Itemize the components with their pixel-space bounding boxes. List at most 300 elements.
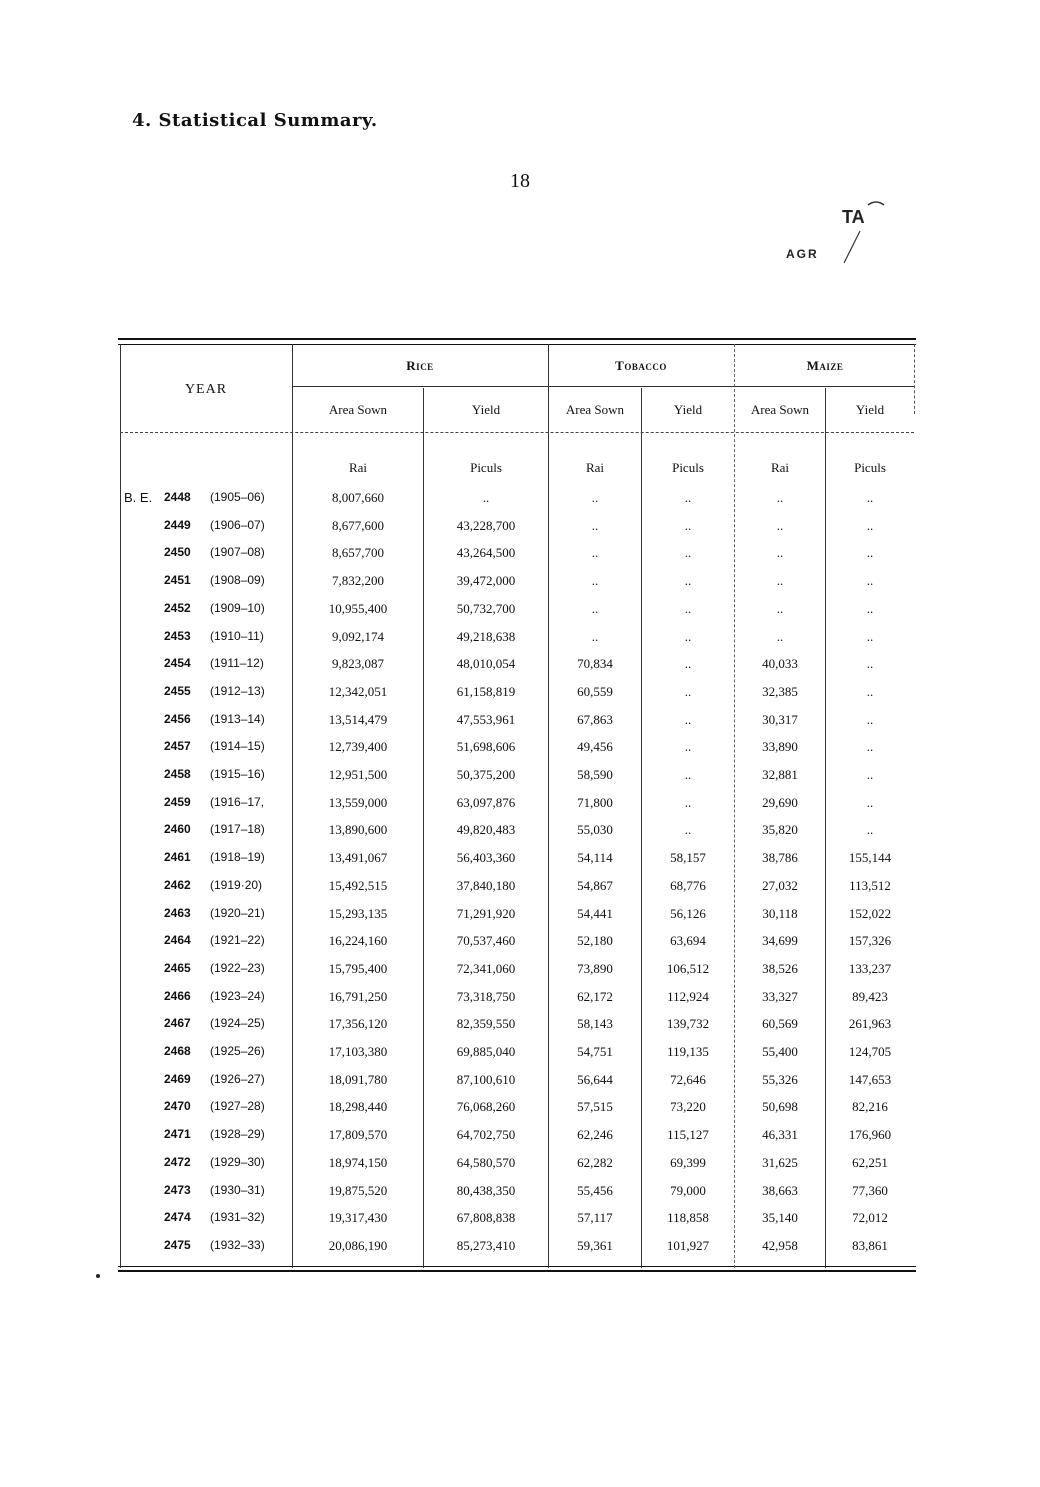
tobacco-yield-value: 69,399 — [670, 1154, 706, 1170]
tobacco-yield-value: 106,512 — [666, 960, 710, 976]
maize-yield-value: 77,360 — [852, 1182, 888, 1198]
era-prefix — [124, 1010, 158, 1037]
era-prefix — [124, 872, 158, 899]
table-row — [118, 927, 916, 954]
maize-area-value: .. — [776, 600, 784, 616]
table-row — [118, 512, 916, 539]
rice-yield-value: 56,403,360 — [456, 850, 516, 866]
tobacco-yield-value: .. — [684, 628, 692, 644]
table-top-rule-inner — [118, 344, 916, 345]
era-prefix — [124, 733, 158, 760]
table-row — [118, 1093, 916, 1120]
rice-header: Rice — [406, 358, 434, 373]
common-era-years: (1931–32) — [210, 1210, 265, 1225]
common-era-years: (1928–29) — [210, 1127, 265, 1142]
era-prefix — [124, 1177, 158, 1204]
table-row — [118, 706, 916, 733]
rice-yield-value: 72,341,060 — [456, 960, 516, 976]
table-row — [118, 623, 916, 650]
tobacco-area-value: 52,180 — [577, 933, 613, 949]
buddhist-era-year: 2451 — [164, 573, 191, 588]
tobacco-area-value: 59,361 — [577, 1237, 613, 1253]
library-stamp — [780, 195, 890, 275]
tobacco-yield-value: .. — [684, 739, 692, 755]
tobacco-yield-header: Yield — [673, 402, 703, 417]
maize-yield-value: 83,861 — [852, 1237, 888, 1253]
maize-yield-value: .. — [866, 822, 874, 838]
common-era-years: (1916–17, — [210, 794, 265, 809]
maize-area-value: 40,033 — [762, 656, 798, 672]
buddhist-era-year: 2462 — [164, 877, 191, 892]
tobacco-area-value: 70,834 — [577, 656, 613, 672]
maize-area-value: 30,317 — [762, 711, 798, 727]
common-era-years: (1925–26) — [210, 1044, 265, 1058]
rice-area-value: 17,809,570 — [328, 1127, 388, 1143]
tobacco-area-value: 56,644 — [577, 1071, 613, 1087]
era-prefix — [124, 844, 158, 871]
table-right-border — [914, 344, 916, 414]
rice-yield-value: 37,840,180 — [456, 877, 516, 893]
maize-yield-unit: Piculs — [854, 460, 886, 475]
rice-area-value: 15,293,135 — [328, 905, 388, 921]
common-era-years: (1906–07) — [210, 517, 265, 532]
common-era-years: (1927–28) — [210, 1099, 265, 1114]
common-era-years: (1910–11) — [210, 628, 264, 643]
tobacco-area-value: 49,456 — [577, 739, 613, 755]
buddhist-era-year: 2456 — [164, 711, 191, 726]
rice-yield-value: 85,273,410 — [456, 1237, 516, 1253]
maize-yield-value: .. — [866, 573, 874, 589]
maize-yield-value: .. — [866, 767, 874, 782]
era-prefix — [124, 1066, 158, 1093]
page-number: 18 — [510, 170, 530, 192]
era-prefix — [124, 595, 158, 622]
maize-area-unit: Rai — [770, 460, 790, 475]
common-era-years: (1912–13) — [210, 683, 265, 698]
rice-yield-value: 69,885,040 — [456, 1044, 516, 1059]
rice-yield-value: 49,218,638 — [456, 628, 516, 644]
maize-yield-value: .. — [866, 739, 874, 755]
tobacco-yield-value: 58,157 — [670, 850, 706, 866]
rice-area-value: 16,224,160 — [328, 933, 388, 949]
maize-yield-value: .. — [866, 600, 874, 616]
maize-yield-value: .. — [866, 794, 874, 810]
stamp-text-top: TA — [842, 207, 865, 227]
rice-area-value: 19,317,430 — [328, 1210, 388, 1226]
maize-area-value: 38,663 — [762, 1182, 798, 1198]
common-era-years: (1911–12) — [210, 656, 264, 671]
rice-area-value: 12,951,500 — [328, 767, 388, 782]
buddhist-era-year: 2457 — [164, 739, 191, 754]
era-prefix — [124, 512, 158, 539]
common-era-years: (1926–27) — [210, 1071, 265, 1086]
table-bottom-rule-inner — [118, 1266, 916, 1267]
table-bottom-rule — [118, 1270, 916, 1272]
stamp-marks — [780, 195, 890, 275]
tobacco-yield-unit: Piculs — [672, 460, 704, 475]
table-row — [118, 1177, 916, 1204]
table-row — [118, 816, 916, 843]
tobacco-yield-value: 115,127 — [667, 1127, 709, 1143]
maize-area-value: .. — [776, 545, 784, 561]
buddhist-era-year: 2459 — [164, 794, 191, 809]
rice-area-header: Area Sown — [328, 402, 388, 417]
maize-area-value: 55,326 — [762, 1071, 798, 1087]
era-prefix — [124, 706, 158, 733]
rice-yield-value: 64,702,750 — [456, 1127, 516, 1143]
era-prefix — [124, 900, 158, 927]
maize-area-value: 38,786 — [762, 850, 798, 866]
era-prefix — [124, 1038, 158, 1065]
rice-area-value: 13,559,000 — [328, 794, 388, 810]
tobacco-yield-value: 72,646 — [670, 1071, 706, 1087]
maize-area-value: 33,890 — [762, 739, 798, 755]
common-era-years: (1908–09) — [210, 573, 265, 588]
tobacco-yield-value: .. — [684, 600, 692, 616]
maize-area-value: .. — [776, 573, 784, 589]
table-row — [118, 678, 916, 705]
rice-yield-value: 76,068,260 — [456, 1099, 516, 1115]
table-row — [118, 650, 916, 677]
common-era-years: (1914–15) — [210, 739, 265, 754]
tobacco-yield-value: .. — [684, 822, 692, 838]
tobacco-yield-value: .. — [684, 490, 692, 505]
era-prefix — [124, 1232, 158, 1259]
rice-yield-value: 48,010,054 — [456, 656, 516, 672]
rice-yield-value: 63,097,876 — [456, 794, 516, 810]
era-prefix — [124, 789, 158, 816]
rice-yield-value: 71,291,920 — [456, 905, 516, 921]
rice-area-value: 15,492,515 — [328, 877, 388, 893]
buddhist-era-year: 2472 — [164, 1154, 191, 1169]
era-prefix — [124, 983, 158, 1010]
tobacco-yield-value: .. — [684, 711, 692, 727]
buddhist-era-year: 2466 — [164, 988, 191, 1003]
tobacco-yield-value: .. — [684, 656, 692, 672]
era-prefix — [124, 1121, 158, 1148]
rice-yield-header: Yield — [471, 402, 501, 417]
era-prefix — [124, 955, 158, 982]
tobacco-yield-value: 63,694 — [670, 933, 706, 949]
common-era-years: (1922–23) — [210, 960, 265, 975]
common-era-years: (1920–21) — [210, 905, 265, 920]
maize-area-value: 32,881 — [762, 767, 798, 782]
era-prefix — [124, 1093, 158, 1120]
tobacco-yield-value: .. — [684, 794, 692, 810]
maize-area-value: 33,327 — [762, 988, 798, 1004]
rice-area-value: 18,974,150 — [328, 1154, 388, 1170]
maize-area-value: 42,958 — [762, 1237, 798, 1253]
tobacco-yield-value: 112,924 — [667, 988, 709, 1004]
buddhist-era-year: 2450 — [164, 545, 191, 560]
table-row — [118, 733, 916, 760]
era-prefix — [124, 650, 158, 677]
rice-area-value: 13,491,067 — [328, 850, 388, 866]
era-prefix — [124, 623, 158, 650]
maize-yield-value: 113,512 — [849, 877, 891, 893]
tobacco-yield-value: .. — [684, 767, 692, 782]
maize-area-value: 31,625 — [762, 1154, 798, 1170]
tobacco-yield-value: 101,927 — [666, 1237, 710, 1253]
buddhist-era-year: 2454 — [164, 656, 191, 671]
table-row — [118, 1010, 916, 1037]
tobacco-header: Tobacco — [615, 358, 667, 373]
maize-yield-value: 82,216 — [852, 1099, 888, 1115]
tobacco-yield-value: 79,000 — [670, 1182, 706, 1198]
rice-area-value: 13,514,479 — [328, 711, 388, 727]
era-prefix — [124, 816, 158, 843]
tobacco-yield-value: 56,126 — [670, 905, 706, 921]
rice-yield-value: 61,158,819 — [456, 683, 516, 699]
rice-yield-value: 50,375,200 — [456, 767, 516, 782]
maize-area-value: 32,385 — [762, 683, 798, 699]
maize-area-value: 27,032 — [762, 877, 798, 893]
tobacco-area-value: .. — [591, 573, 599, 589]
rice-yield-value: 80,438,350 — [456, 1182, 516, 1198]
buddhist-era-year: 2467 — [164, 1016, 191, 1031]
rice-yield-value: 87,100,610 — [456, 1071, 516, 1087]
era-prefix — [124, 761, 158, 788]
column-header-rule — [120, 432, 914, 433]
era-prefix — [124, 927, 158, 954]
rice-yield-value: .. — [482, 490, 490, 505]
tobacco-area-value: 58,590 — [577, 767, 613, 782]
rice-yield-value: 47,553,961 — [456, 711, 516, 727]
buddhist-era-year: 2461 — [164, 850, 191, 865]
rice-area-value: 15,795,400 — [328, 960, 388, 976]
table-row — [118, 844, 916, 871]
common-era-years: (1932–33) — [210, 1237, 265, 1252]
tobacco-yield-value: 68,776 — [670, 877, 706, 893]
buddhist-era-year: 2449 — [164, 517, 191, 532]
tobacco-area-unit: Rai — [585, 460, 605, 475]
buddhist-era-year: 2469 — [164, 1071, 191, 1086]
rice-yield-value: 43,264,500 — [456, 545, 516, 561]
maize-yield-header: Yield — [855, 402, 885, 417]
table-row — [118, 1149, 916, 1176]
buddhist-era-year: 2452 — [164, 600, 191, 615]
tobacco-area-value: 58,143 — [577, 1016, 613, 1032]
maize-area-value: .. — [776, 517, 784, 533]
rice-area-value: 10,955,400 — [328, 600, 388, 616]
rice-area-value: 17,356,120 — [328, 1016, 388, 1032]
rice-area-value: 9,092,174 — [332, 628, 384, 644]
rice-yield-value: 82,359,550 — [456, 1016, 516, 1032]
maize-area-value: 30,118 — [762, 905, 798, 921]
tobacco-yield-value: 118,858 — [667, 1210, 709, 1226]
maize-yield-value: 62,251 — [852, 1154, 888, 1170]
tobacco-area-value: 62,246 — [577, 1127, 613, 1143]
common-era-years: (1921–22) — [210, 933, 265, 948]
table-row — [118, 761, 916, 788]
tobacco-area-value: .. — [591, 517, 599, 533]
era-prefix — [124, 1204, 158, 1231]
tobacco-yield-value: .. — [684, 545, 692, 561]
rice-area-value: 20,086,190 — [328, 1237, 388, 1253]
rice-yield-value: 70,537,460 — [456, 933, 516, 949]
rice-area-value: 19,875,520 — [328, 1182, 388, 1198]
maize-area-value: .. — [776, 490, 784, 505]
maize-yield-value: 176,960 — [848, 1127, 892, 1143]
maize-area-value: 35,140 — [762, 1210, 798, 1226]
buddhist-era-year: 2471 — [164, 1127, 191, 1142]
common-era-years: (1917–18) — [210, 822, 265, 837]
table-top-rule — [118, 338, 916, 340]
tobacco-yield-value: 119,135 — [667, 1044, 709, 1059]
rice-yield-value: 67,808,838 — [456, 1210, 516, 1226]
rice-yield-value: 51,698,606 — [456, 739, 516, 755]
rice-area-value: 18,298,440 — [328, 1099, 388, 1115]
maize-yield-value: 147,653 — [848, 1071, 892, 1087]
maize-yield-value: .. — [866, 517, 874, 533]
maize-area-value: 46,331 — [762, 1127, 798, 1143]
maize-yield-value: .. — [866, 683, 874, 699]
maize-yield-value: 152,022 — [848, 905, 892, 921]
tobacco-area-value: 55,456 — [577, 1182, 613, 1198]
common-era-years: (1924–25) — [210, 1016, 265, 1031]
common-era-years: (1913–14) — [210, 711, 265, 726]
rice-yield-value: 50,732,700 — [456, 600, 516, 616]
tobacco-area-value: 57,117 — [577, 1210, 613, 1226]
buddhist-era-year: 2474 — [164, 1210, 191, 1225]
maize-header: Maize — [806, 358, 844, 373]
table-row — [118, 1232, 916, 1259]
rice-area-value: 18,091,780 — [328, 1071, 388, 1087]
common-era-years: (1909–10) — [210, 600, 265, 615]
buddhist-era-year: 2455 — [164, 683, 191, 698]
tobacco-area-value: 54,441 — [577, 905, 613, 921]
table-row — [118, 1204, 916, 1231]
tobacco-area-header: Area Sown — [565, 402, 625, 417]
maize-area-value: 55,400 — [762, 1044, 798, 1059]
ink-speck — [96, 1274, 100, 1278]
maize-yield-value: 261,963 — [848, 1016, 892, 1032]
buddhist-era-year: 2475 — [164, 1237, 191, 1252]
common-era-years: (1918–19) — [210, 850, 265, 865]
era-prefix — [124, 539, 158, 566]
statistics-table — [118, 338, 916, 1273]
table-row — [118, 900, 916, 927]
buddhist-era-year: 2465 — [164, 960, 191, 975]
rice-yield-value: 43,228,700 — [456, 517, 516, 533]
table-row — [118, 1038, 916, 1065]
buddhist-era-year: 2463 — [164, 905, 191, 920]
maize-yield-value: .. — [866, 711, 874, 727]
group-header-rule — [292, 386, 914, 387]
table-row — [118, 595, 916, 622]
tobacco-area-value: 57,515 — [577, 1099, 613, 1115]
year-header: YEAR — [184, 382, 228, 397]
tobacco-yield-value: .. — [684, 683, 692, 699]
buddhist-era-year: 2448 — [164, 490, 191, 504]
rice-area-unit: Rai — [348, 460, 368, 475]
tobacco-area-value: .. — [591, 600, 599, 616]
tobacco-area-value: 54,867 — [577, 877, 613, 893]
maize-area-value: 29,690 — [762, 794, 798, 810]
buddhist-era-year: 2460 — [164, 822, 191, 837]
common-era-years: (1919·20) — [210, 877, 263, 892]
maize-yield-value: 133,237 — [848, 960, 892, 976]
buddhist-era-year: 2470 — [164, 1099, 191, 1114]
rice-yield-value: 64,580,570 — [456, 1154, 516, 1170]
era-prefix: B. E. — [124, 490, 153, 505]
tobacco-area-value: 62,172 — [577, 988, 613, 1004]
rice-area-value: 9,823,087 — [332, 656, 384, 672]
maize-yield-value: 124,705 — [848, 1044, 892, 1059]
tobacco-area-value: .. — [591, 545, 599, 561]
maize-yield-value: .. — [866, 656, 874, 672]
rice-yield-value: 49,820,483 — [456, 822, 516, 838]
common-era-years: (1905–06) — [210, 490, 265, 504]
maize-yield-value: .. — [866, 545, 874, 561]
rice-area-value: 13,890,600 — [328, 822, 388, 838]
table-row — [118, 1066, 916, 1093]
tobacco-yield-value: .. — [684, 573, 692, 589]
maize-area-value: .. — [776, 628, 784, 644]
tobacco-area-value: 67,863 — [577, 711, 613, 727]
rice-yield-unit: Piculs — [470, 460, 502, 475]
rice-area-value: 17,103,380 — [328, 1044, 388, 1059]
buddhist-era-year: 2458 — [164, 767, 191, 781]
tobacco-area-value: 62,282 — [577, 1154, 613, 1170]
tobacco-area-value: .. — [591, 490, 599, 505]
table-row — [118, 1121, 916, 1148]
tobacco-yield-value: .. — [684, 517, 692, 533]
rice-area-value: 12,342,051 — [328, 683, 388, 699]
tobacco-yield-value: 139,732 — [666, 1016, 710, 1032]
table-row — [118, 539, 916, 566]
maize-yield-value: .. — [866, 628, 874, 644]
buddhist-era-year: 2473 — [164, 1182, 191, 1197]
common-era-years: (1930–31) — [210, 1182, 265, 1197]
rice-area-value: 8,657,700 — [332, 545, 384, 561]
tobacco-area-value: 54,751 — [577, 1044, 613, 1059]
tobacco-yield-value: 73,220 — [670, 1099, 706, 1115]
buddhist-era-year: 2464 — [164, 933, 191, 948]
maize-yield-value: 89,423 — [852, 988, 888, 1004]
rice-area-value: 7,832,200 — [332, 573, 384, 589]
tobacco-area-value: 71,800 — [577, 794, 613, 810]
stamp-text-bottom: AGR — [786, 247, 819, 261]
maize-area-value: 35,820 — [762, 822, 798, 838]
table-row — [118, 567, 916, 594]
rice-yield-value: 39,472,000 — [456, 573, 516, 589]
tobacco-area-value: .. — [591, 628, 599, 644]
section-title: 4. Statistical Summary. — [132, 110, 378, 131]
tobacco-area-value: 55,030 — [577, 822, 613, 838]
era-prefix — [124, 678, 158, 705]
buddhist-era-year: 2468 — [164, 1044, 191, 1058]
maize-area-value: 60,569 — [762, 1016, 798, 1032]
tobacco-area-value: 73,890 — [577, 960, 613, 976]
maize-yield-value: 157,326 — [848, 933, 892, 949]
common-era-years: (1923–24) — [210, 988, 265, 1003]
table-row — [118, 983, 916, 1010]
maize-yield-value: .. — [866, 490, 874, 505]
rice-area-value: 8,007,660 — [332, 490, 384, 505]
common-era-years: (1915–16) — [210, 767, 265, 781]
tobacco-area-value: 54,114 — [577, 850, 613, 866]
rice-yield-value: 73,318,750 — [456, 988, 516, 1004]
table-row — [118, 484, 916, 511]
table-row — [118, 955, 916, 982]
tobacco-area-value: 60,559 — [577, 683, 613, 699]
common-era-years: (1929–30) — [210, 1154, 265, 1169]
maize-area-value: 34,699 — [762, 933, 798, 949]
era-prefix — [124, 1149, 158, 1176]
maize-area-value: 50,698 — [762, 1099, 798, 1115]
maize-yield-value: 72,012 — [852, 1210, 888, 1226]
